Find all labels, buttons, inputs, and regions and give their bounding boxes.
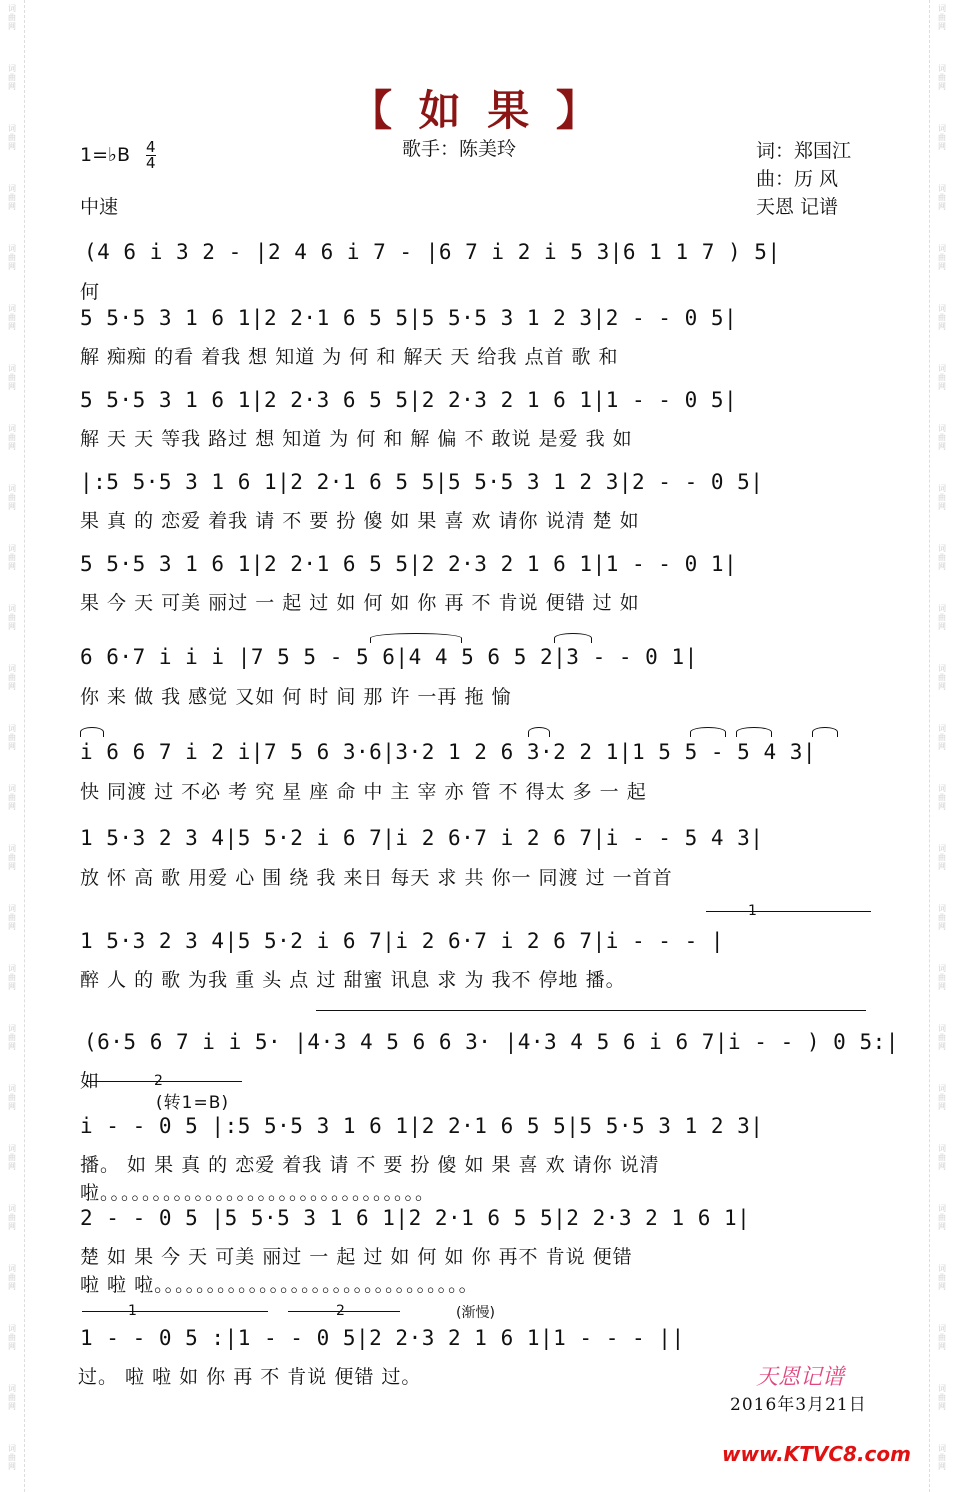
lyrics-row-6: 你 来 做 我 感觉 又如 何 时 间 那 许 一再 拖 愉	[80, 686, 512, 708]
notes-row-8: 1 5·3 2 3 4|5 5·2 i 6 7|i 2 6·7 i 2 6 7|i - - 5 4 3|	[80, 826, 764, 850]
right-watermark-strip	[929, 0, 954, 1492]
watermark-glyph: 词 曲 网	[938, 184, 946, 211]
lyrics-row-11-b: 啦。。。。。。。。。。。。。。。。。。。。。。。。。。。。。。。	[80, 1182, 436, 1204]
interlude-line	[316, 1010, 866, 1011]
watermark-glyph: 词 曲 网	[938, 604, 946, 631]
watermark-glyph: 词 曲 网	[938, 964, 946, 991]
volta-label-1: 1	[748, 903, 757, 919]
lyrics-row-7: 快 同渡 过 不必 考 究 星 座 命 中 主 宰 亦 管 不 得太 多 一 起	[80, 781, 647, 803]
notes-row-12: 2 - - 0 5 |5 5·5 3 1 6 1|2 2·1 6 5 5|2 2·3 2 1 6 1|	[80, 1206, 751, 1230]
watermark-glyph: 词 曲 网	[938, 1144, 946, 1171]
watermark-glyph: 词 曲 网	[938, 424, 946, 451]
slur-mark	[736, 727, 772, 737]
watermark-glyph: 词 曲 网	[8, 964, 16, 991]
ritardando-mark: (渐慢)	[456, 1305, 495, 1321]
notes-row-2: 5 5·5 3 1 6 1|2 2·1 6 5 5|5 5·5 3 1 2 3|2 - - 0 5|	[80, 306, 738, 330]
notes-row-5: 5 5·5 3 1 6 1|2 2·1 6 5 5|2 2·3 2 1 6 1|1 - - 0 1|	[80, 552, 738, 576]
lyrics-row-13: 过。 啦 啦 如 你 再 不 肯说 便错 过。	[78, 1366, 422, 1388]
slur-mark	[554, 633, 592, 643]
watermark-glyph: 词 曲 网	[8, 1204, 16, 1231]
watermark-glyph: 词 曲 网	[938, 1324, 946, 1351]
watermark-glyph: 词 曲 网	[938, 664, 946, 691]
notes-row-11: i - - 0 5 |:5 5·5 3 1 6 1|2 2·1 6 5 5|5 5·5 3 1 2 3|	[80, 1114, 764, 1138]
watermark-glyph: 词 曲 网	[938, 544, 946, 571]
watermark-glyph: 词 曲 网	[8, 1324, 16, 1351]
lyrics-row-3: 解 天 天 等我 路过 想 知道 为 何 和 解 偏 不 敢说 是爱 我 如	[80, 428, 633, 450]
notes-row-4: |:5 5·5 3 1 6 1|2 2·1 6 5 5|5 5·5 3 1 2 3|2 - - 0 5|	[80, 470, 764, 494]
watermark-glyph: 词 曲 网	[8, 604, 16, 631]
watermark-glyph: 词 曲 网	[938, 1384, 946, 1411]
lyrics-row-1: 何	[80, 281, 101, 303]
watermark-glyph: 词 曲 网	[8, 544, 16, 571]
notes-row-13: 1 - - 0 5 :|1 - - 0 5|2 2·3 2 1 6 1|1 - - - ||	[80, 1326, 685, 1350]
site-url[interactable]	[722, 1442, 911, 1466]
watermark-glyph: 词 曲 网	[8, 184, 16, 211]
singer: 歌手：陈美玲	[402, 138, 517, 160]
notes-row-10: (6·5 6 7 i i 5· |4·3 4 5 6 6 3· |4·3 4 5 6 i 6 7|i - - ) 0 5:|	[84, 1030, 899, 1054]
watermark-glyph: 词 曲 网	[8, 244, 16, 271]
lyrics-row-2: 解 痴痴 的看 着我 想 知道 为 何 和 解天 天 给我 点首 歌 和	[80, 346, 619, 368]
notes-row-7: i 6 6 7 i 2 i|7 5 6 3·6|3·2 1 2 6 3·2 2 1|1 5 5 - 5 4 3|	[80, 740, 817, 764]
time-signature	[146, 140, 156, 171]
notes-row-6: 6 6·7 i i i |7 5 5 - 5 6|4 4 5 6 5 2|3 - - 0 1|	[80, 645, 698, 669]
watermark-glyph: 词 曲 网	[938, 244, 946, 271]
lyrics-row-4: 果 真 的 恋爱 着我 请 不 要 扮 傻 如 果 喜 欢 请你 说清 楚 如	[80, 510, 640, 532]
watermark-glyph: 词 曲 网	[938, 364, 946, 391]
slur-mark	[528, 727, 550, 737]
lyrics-row-10: 如	[80, 1070, 101, 1092]
watermark-glyph: 词 曲 网	[938, 64, 946, 91]
composer: 曲：历 风	[756, 168, 839, 190]
watermark-glyph: 词 曲 网	[8, 484, 16, 511]
volta-label-1b: 1	[128, 1303, 137, 1319]
watermark-glyph: 词 曲 网	[8, 4, 16, 31]
watermark-glyph: 词 曲 网	[8, 1444, 16, 1471]
slur-mark	[812, 727, 838, 737]
lyrics-row-5: 果 今 天 可美 丽过 一 起 过 如 何 如 你 再 不 肯说 便错 过 如	[80, 592, 640, 614]
watermark-glyph: 词 曲 网	[8, 1264, 16, 1291]
lyrics-row-9: 醉 人 的 歌 为我 重 头 点 过 甜蜜 讯息 求 为 我不 停地 播。	[80, 969, 626, 991]
slur-mark	[690, 727, 726, 737]
slur-mark	[370, 633, 462, 643]
volta-bracket-1b	[82, 1311, 268, 1312]
watermark-glyph: 词 曲 网	[938, 1084, 946, 1111]
watermark-glyph: 词 曲 网	[938, 484, 946, 511]
watermark-glyph: 词 曲 网	[8, 1384, 16, 1411]
watermark-glyph: 词 曲 网	[938, 1444, 946, 1471]
key-signature: 1=♭B	[80, 144, 131, 166]
lyrics-row-11: 播。 如 果 真 的 恋爱 着我 请 不 要 扮 傻 如 果 喜 欢 请你 说清	[80, 1154, 660, 1176]
watermark-glyph: 词 曲 网	[8, 1084, 16, 1111]
watermark-glyph: 词 曲 网	[8, 1024, 16, 1051]
watermark-glyph: 词 曲 网	[8, 844, 16, 871]
watermark-glyph: 词 曲 网	[938, 904, 946, 931]
song-title: 【 如 果 】	[350, 86, 604, 135]
watermark-glyph: 词 曲 网	[938, 1204, 946, 1231]
left-watermark-strip	[0, 0, 25, 1492]
lyrics-row-12: 楚 如 果 今 天 可美 丽过 一 起 过 如 何 如 你 再不 肯说 便错	[80, 1246, 633, 1268]
watermark-glyph: 词 曲 网	[938, 4, 946, 31]
watermark-glyph: 词 曲 网	[8, 724, 16, 751]
time-bottom: 4	[146, 154, 156, 172]
watermark-glyph: 词 曲 网	[8, 664, 16, 691]
watermark-glyph: 词 曲 网	[938, 1024, 946, 1051]
notes-row-9: 1 5·3 2 3 4|5 5·2 i 6 7|i 2 6·7 i 2 6 7|i - - - |	[80, 929, 725, 953]
notes-row-1: (4 6 i 3 2 - |2 4 6 i 7 - |6 7 i 2 i 5 3|6 1 1 7 ) 5|	[84, 240, 781, 264]
tempo: 中速	[80, 196, 119, 218]
volta-label-2: 2	[154, 1073, 163, 1089]
watermark-glyph: 词 曲 网	[938, 304, 946, 331]
watermark-glyph: 词 曲 网	[938, 784, 946, 811]
watermark-glyph: 词 曲 网	[8, 364, 16, 391]
watermark-glyph: 词 曲 网	[8, 784, 16, 811]
notes-row-3: 5 5·5 3 1 6 1|2 2·3 6 5 5|2 2·3 2 1 6 1|1 - - 0 5|	[80, 388, 738, 412]
watermark-glyph: 词 曲 网	[8, 424, 16, 451]
lyrics-row-12-b: 啦 啦 啦。。。。。。。。。。。。。。。。。。。。。。。。。。。。。。	[80, 1274, 479, 1296]
transcriber: 天恩 记谱	[756, 196, 839, 218]
watermark-glyph: 词 曲 网	[938, 724, 946, 751]
site-url-text[interactable]: www.KTVC8.com	[722, 1442, 911, 1466]
volta-label-2b: 2	[336, 1303, 345, 1319]
watermark-glyph: 词 曲 网	[938, 1264, 946, 1291]
lyrics-row-8: 放 怀 高 歌 用爱 心 围 绕 我 来日 每天 求 共 你一 同渡 过 一首首	[80, 867, 673, 889]
watermark-glyph: 词 曲 网	[938, 844, 946, 871]
volta-bracket-1	[706, 911, 871, 912]
date: 2016年3月21日	[730, 1395, 867, 1415]
time-top: 4	[146, 138, 156, 156]
volta-bracket-2	[86, 1081, 242, 1082]
watermark-glyph: 词 曲 网	[8, 64, 16, 91]
transcriber-stamp: 天恩记谱	[756, 1365, 845, 1390]
watermark-glyph: 词 曲 网	[8, 904, 16, 931]
watermark-glyph: 词 曲 网	[8, 1144, 16, 1171]
watermark-glyph: 词 曲 网	[8, 304, 16, 331]
modulation-mark: (转1=B)	[156, 1093, 229, 1113]
lyricist: 词：郑国江	[756, 140, 852, 162]
watermark-glyph: 词 曲 网	[8, 124, 16, 151]
slur-mark	[80, 727, 104, 737]
watermark-glyph: 词 曲 网	[938, 124, 946, 151]
